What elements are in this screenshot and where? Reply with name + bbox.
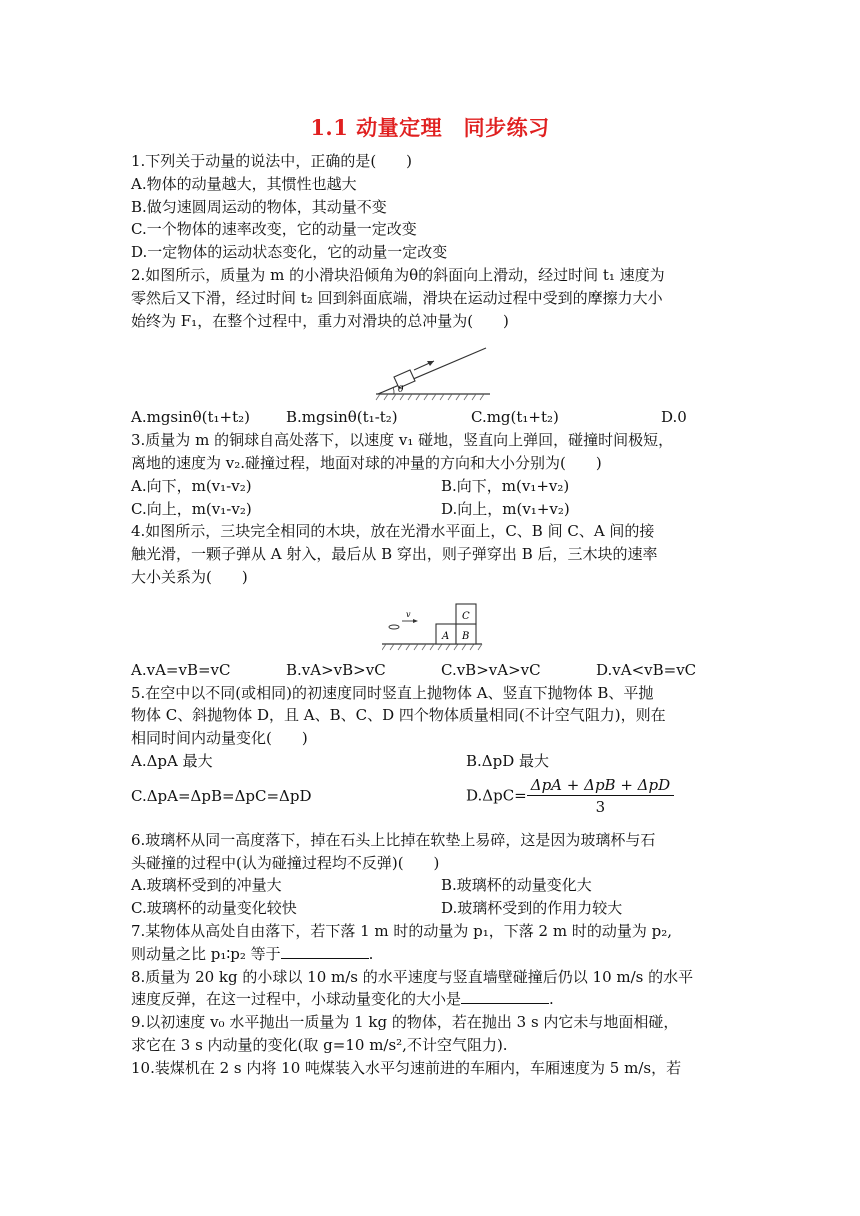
- block-c-label: C: [462, 610, 470, 622]
- page-title: 1.1 动量定理 同步练习: [310, 115, 550, 140]
- q4-stem-line1: 4.如图所示，三块完全相同的木块，放在光滑水平面上，C、B 间 C、A 间的接: [131, 522, 655, 541]
- q9-line2: 求它在 3 s 内动量的变化(取 g=10 m/s²,不计空气阻力).: [131, 1035, 508, 1054]
- q8-answer-blank: [461, 989, 549, 1004]
- q1-option-a: A.物体的动量越大，其惯性也越大: [131, 174, 357, 193]
- q7-answer-blank: [281, 944, 369, 959]
- q2-option-b: B.mgsinθ(t₁-t₂): [286, 408, 398, 427]
- q5-options-row2: [131, 773, 735, 821]
- q4-stem-line3: 大小关系为( ): [131, 567, 248, 586]
- block-b-label: B: [462, 630, 470, 642]
- q8-line2: [131, 988, 735, 1011]
- q2-stem-line3: 始终为 F₁，在整个过程中，重力对滑块的总冲量为( ): [131, 311, 509, 330]
- q2-option-d: D.0: [661, 408, 687, 427]
- q7-line2-text: 则动量之比 p₁∶p₂ 等于: [131, 944, 281, 963]
- q6-options-row1: [131, 874, 735, 897]
- q3-option-d: D.向上，m(v₁+v₂): [441, 499, 570, 518]
- q4-stem-line2: 触光滑，一颗子弹从 A 射入，最后从 B 穿出，则子弹穿出 B 后，三木块的速率: [131, 545, 658, 564]
- q2-option-c: C.mg(t₁+t₂): [471, 408, 559, 427]
- q3-options-row2: [131, 498, 735, 521]
- fraction-denominator: 3: [595, 798, 606, 817]
- q4-option-c: C.vB>vA>vC: [441, 660, 541, 679]
- blocks-diagram: [382, 596, 484, 652]
- q4-option-b: B.vA>vB>vC: [286, 660, 386, 679]
- q4-options: [131, 659, 735, 682]
- q1-stem: 1.下列关于动量的说法中，正确的是( ): [131, 152, 413, 170]
- q1-option-b: B.做匀速圆周运动的物体，其动量不变: [131, 197, 387, 216]
- q3-option-c: C.向上，m(v₁-v₂): [131, 499, 252, 518]
- q7-line2: [131, 943, 735, 966]
- q2-stem-line2: 零然后又下滑，经过时间 t₂ 回到斜面底端，滑块在运动过程中受到的摩擦力大小: [131, 288, 663, 307]
- q1-option-d: D.一定物体的运动状态变化，它的动量一定改变: [131, 243, 448, 262]
- q5-option-a: A.ΔpA 最大: [131, 751, 213, 770]
- q2-options: [131, 406, 735, 429]
- q10-line1: 10.装煤机在 2 s 内将 10 吨煤装入水平匀速前进的车厢内，车厢速度为 5 m/s，若: [131, 1058, 682, 1077]
- q1-option-c: C.一个物体的速率改变，它的动量一定改变: [131, 220, 417, 239]
- q6-option-a: A.玻璃杯受到的冲量大: [131, 876, 282, 895]
- q5-option-b: B.ΔpD 最大: [466, 751, 550, 770]
- q6-stem-line1: 6.玻璃杯从同一高度落下，掉在石头上比掉在软垫上易碎，这是因为玻璃杯与石: [131, 830, 656, 849]
- q6-option-c: C.玻璃杯的动量变化较快: [131, 899, 297, 918]
- q3-option-b: B.向下，m(v₁+v₂): [441, 476, 570, 495]
- q7-line2-end: .: [368, 944, 374, 963]
- q6-option-d: D.玻璃杯受到的作用力较大: [441, 899, 623, 918]
- q4-option-d: D.vA<vB=vC: [596, 660, 697, 679]
- q4-option-a: A.vA=vB=vC: [131, 660, 231, 679]
- fraction-numerator: ΔpA + ΔpB + ΔpD: [527, 775, 674, 796]
- incline-diagram: [372, 344, 494, 402]
- q5-option-d-fraction: [527, 775, 674, 818]
- q8-line2-end: .: [549, 990, 554, 1009]
- block-a-label: A: [442, 630, 450, 642]
- q6-options-row2: [131, 897, 735, 920]
- q7-line1: 7.某物体从高处自由落下，若下落 1 m 时的动量为 p₁，下落 2 m 时的动量为 p₂,: [131, 921, 672, 940]
- q5-option-d-prefix: D.ΔpC=: [466, 786, 527, 805]
- bullet-velocity-label: v: [406, 609, 411, 619]
- theta-label: θ: [398, 385, 404, 396]
- q5-stem-line3: 相同时间内动量变化( ): [131, 729, 308, 748]
- question-list: [131, 150, 735, 1080]
- q5-options-row1: [131, 750, 735, 773]
- q5-stem-line1: 5.在空中以不同(或相同)的初速度同时竖直上抛物体 A、竖直下抛物体 B、平抛: [131, 683, 654, 702]
- incline-figure: [131, 332, 735, 406]
- q6-option-b: B.玻璃杯的动量变化大: [441, 876, 592, 895]
- q3-option-a: A.向下，m(v₁-v₂): [131, 476, 252, 495]
- q5-stem-line2: 物体 C、斜抛物体 D，且 A、B、C、D 四个物体质量相同(不计空气阻力)，则在: [131, 706, 666, 725]
- q3-stem-line1: 3.质量为 m 的铜球自高处落下，以速度 v₁ 碰地，竖直向上弹回，碰撞时间极短，: [131, 431, 674, 450]
- q2-option-a: A.mgsinθ(t₁+t₂): [131, 408, 250, 427]
- q9-line1: 9.以初速度 v₀ 水平抛出一质量为 1 kg 的物体，若在抛出 3 s 内它未与地面相碰，: [131, 1013, 679, 1032]
- q5-option-c: C.ΔpA=ΔpB=ΔpC=ΔpD: [131, 787, 312, 806]
- q2-stem-line1: 2.如图所示，质量为 m 的小滑块沿倾角为θ的斜面向上滑动，经过时间 t₁ 速度为: [131, 265, 665, 284]
- q6-stem-line2: 头碰撞的过程中(认为碰撞过程均不反弹)( ): [131, 853, 440, 872]
- q3-options-row1: [131, 475, 735, 498]
- q3-stem-line2: 离地的速度为 v₂.碰撞过程，地面对球的冲量的方向和大小分别为( ): [131, 453, 602, 472]
- q5-option-d: [466, 775, 674, 818]
- q8-line1: 8.质量为 20 kg 的小球以 10 m/s 的水平速度与竖直墙壁碰撞后仍以 10 m/s 的水平: [131, 967, 694, 986]
- bullet: [389, 625, 399, 629]
- blocks-figure: [131, 589, 735, 659]
- q8-line2-text: 速度反弹，在这一过程中，小球动量变化的大小是: [131, 990, 462, 1009]
